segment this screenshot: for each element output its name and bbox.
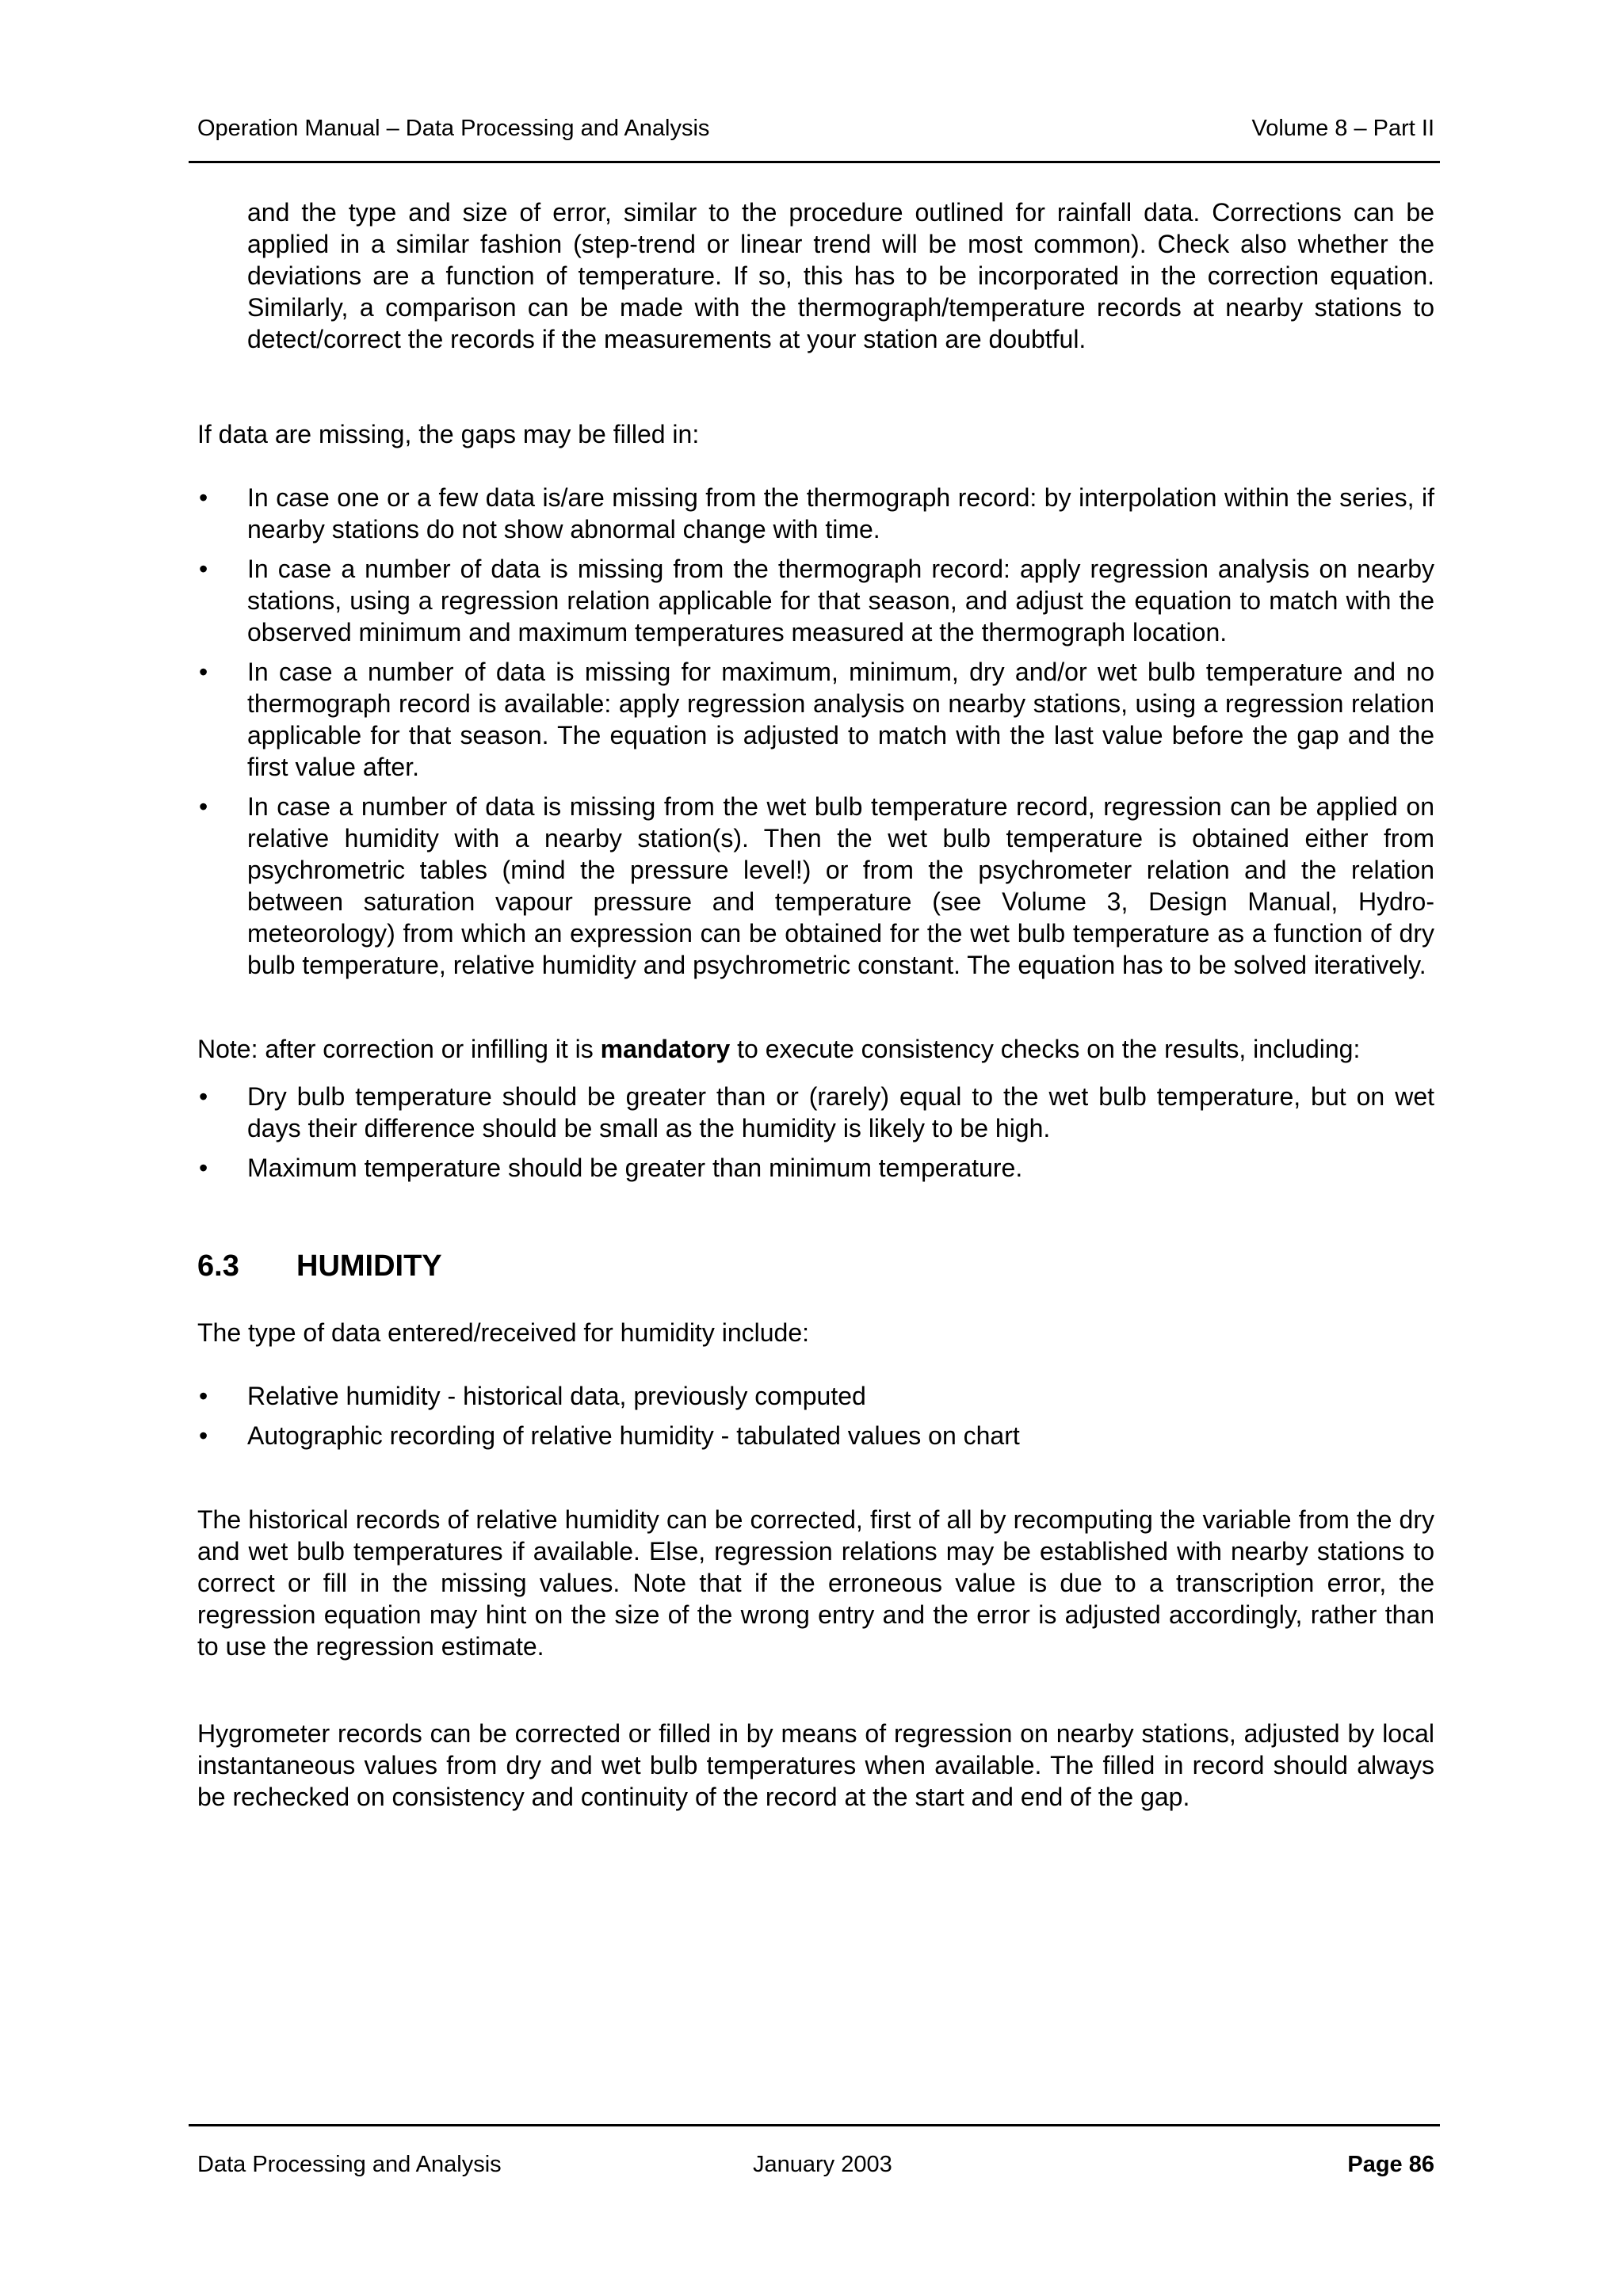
footer-date: January 2003 bbox=[753, 2152, 892, 2177]
spacer bbox=[197, 1192, 1434, 1247]
bullet-icon: • bbox=[199, 1382, 208, 1410]
list-item-text: In case a number of data is missing from the thermograph record: apply regression analysis on nearby stations, using a regression relation applicable for that season, and adjust the equation to match with the observed minimum and maximum temperatures measured at the thermograph location. bbox=[247, 555, 1434, 646]
page-body bbox=[197, 196, 1434, 1844]
list-item-text: In case a number of data is missing for maximum, minimum, dry and/or wet bulb temperature and no thermograph record is available: apply regression analysis on nearby stations, using a regression relation applicable for that season. The equation is adjusted to match with the last value before the gap and the first value after. bbox=[247, 658, 1434, 781]
bullet-icon: • bbox=[199, 1421, 208, 1450]
humidity-intro: The type of data entered/received for humidity include: bbox=[197, 1318, 809, 1347]
footer-divider bbox=[189, 2124, 1440, 2126]
list-item bbox=[197, 482, 1434, 545]
list-item bbox=[197, 1152, 1434, 1184]
missing-data-intro: If data are missing, the gaps may be filled in: bbox=[197, 420, 700, 448]
section-heading bbox=[197, 1247, 1434, 1285]
historical-records-paragraph: The historical records of relative humidity can be corrected, first of all by recomputing the variable from the dry and wet bulb temperatures if available. Else, regression relations may be established with nearby stations to correct or fill in the missing values. Note that if the erroneous value is due to a transcription error, the regression equation may hint on the size of the wrong entry and the error is adjusted accordingly, rather than to use the regression estimate. bbox=[197, 1505, 1434, 1661]
intro-continuation-paragraph: and the type and size of error, similar to the procedure outlined for rainfall data. Corrections can be applied in a similar fashion (step-trend or linear trend will be most common). Check also whether the deviations are a function of temperature. If so, this has to be incorporated in the correction equation. Similarly, a comparison can be made with the thermograph/temperature records at nearby stations to detect/correct the records if the measurements at your station are doubtful. bbox=[247, 198, 1434, 353]
page-footer bbox=[197, 2147, 1434, 2182]
list-item-text: Relative humidity - historical data, previously computed bbox=[247, 1382, 866, 1410]
list-item-text: Autographic recording of relative humidity - tabulated values on chart bbox=[247, 1421, 1020, 1450]
list-item bbox=[197, 1081, 1434, 1144]
section-title: HUMIDITY bbox=[296, 1249, 442, 1283]
list-item-text: In case a number of data is missing from the wet bulb temperature record, regression can be applied on relative humidity with a nearby station(s). Then the wet bulb temperature is obtained either from psychrometric tables (mind the pressure level!) or from the psychrometer relation and the relation between saturation vapour pressure and temperature (see Volume 3, Design Manual, Hydro-meteorology) from which an expression can be obtained for the wet bulb temperature as a function of dry bulb temperature, relative humidity and psychrometric constant. The equation has to be solved iteratively. bbox=[247, 792, 1434, 979]
list-item bbox=[197, 1380, 1434, 1412]
header-divider bbox=[189, 161, 1440, 163]
footer-document-title: Data Processing and Analysis bbox=[197, 2152, 502, 2177]
humidity-data-types-list bbox=[197, 1380, 1434, 1451]
footer-page-number: Page 86 bbox=[1347, 2152, 1434, 2177]
spacer bbox=[197, 989, 1434, 1033]
list-item-text: In case one or a few data is/are missing from the thermograph record: by interpolation within the series, if nearby stations do not show abnormal change with time. bbox=[247, 483, 1434, 543]
list-item bbox=[197, 791, 1434, 981]
spacer bbox=[197, 1694, 1434, 1718]
header-volume-label: Volume 8 – Part II bbox=[1251, 116, 1434, 141]
note-text-before: Note: after correction or infilling it is bbox=[197, 1035, 601, 1063]
hygrometer-paragraph: Hygrometer records can be corrected or filled in by means of regression on nearby stations, adjusted by local instantaneous values from dry and wet bulb temperatures when available. The filled in record should always be rechecked on consistency and continuity of the record at the start and end of the gap. bbox=[197, 1719, 1434, 1811]
missing-data-list bbox=[197, 482, 1434, 981]
note-text-after: to execute consistency checks on the results, including: bbox=[730, 1035, 1361, 1063]
bullet-icon: • bbox=[199, 555, 208, 583]
list-item bbox=[197, 553, 1434, 648]
bullet-icon: • bbox=[199, 658, 208, 686]
list-item bbox=[197, 656, 1434, 783]
bullet-icon: • bbox=[199, 1082, 208, 1111]
section-number: 6.3 bbox=[197, 1249, 239, 1283]
spacer bbox=[197, 1459, 1434, 1504]
spacer bbox=[197, 387, 1434, 418]
bullet-icon: • bbox=[199, 1154, 208, 1182]
note-paragraph bbox=[197, 1033, 1434, 1065]
bullet-icon: • bbox=[199, 792, 208, 821]
list-item-text: Dry bulb temperature should be greater than or (rarely) equal to the wet bulb temperature, but on wet days their difference should be small as the humidity is likely to be high. bbox=[247, 1082, 1434, 1142]
list-item-text: Maximum temperature should be greater than minimum temperature. bbox=[247, 1154, 1023, 1182]
header-document-title: Operation Manual – Data Processing and Analysis bbox=[197, 116, 710, 141]
note-emphasis: mandatory bbox=[600, 1035, 731, 1063]
bullet-icon: • bbox=[199, 483, 208, 512]
page-header bbox=[197, 111, 1434, 146]
list-item bbox=[197, 1420, 1434, 1451]
consistency-checks-list bbox=[197, 1081, 1434, 1184]
